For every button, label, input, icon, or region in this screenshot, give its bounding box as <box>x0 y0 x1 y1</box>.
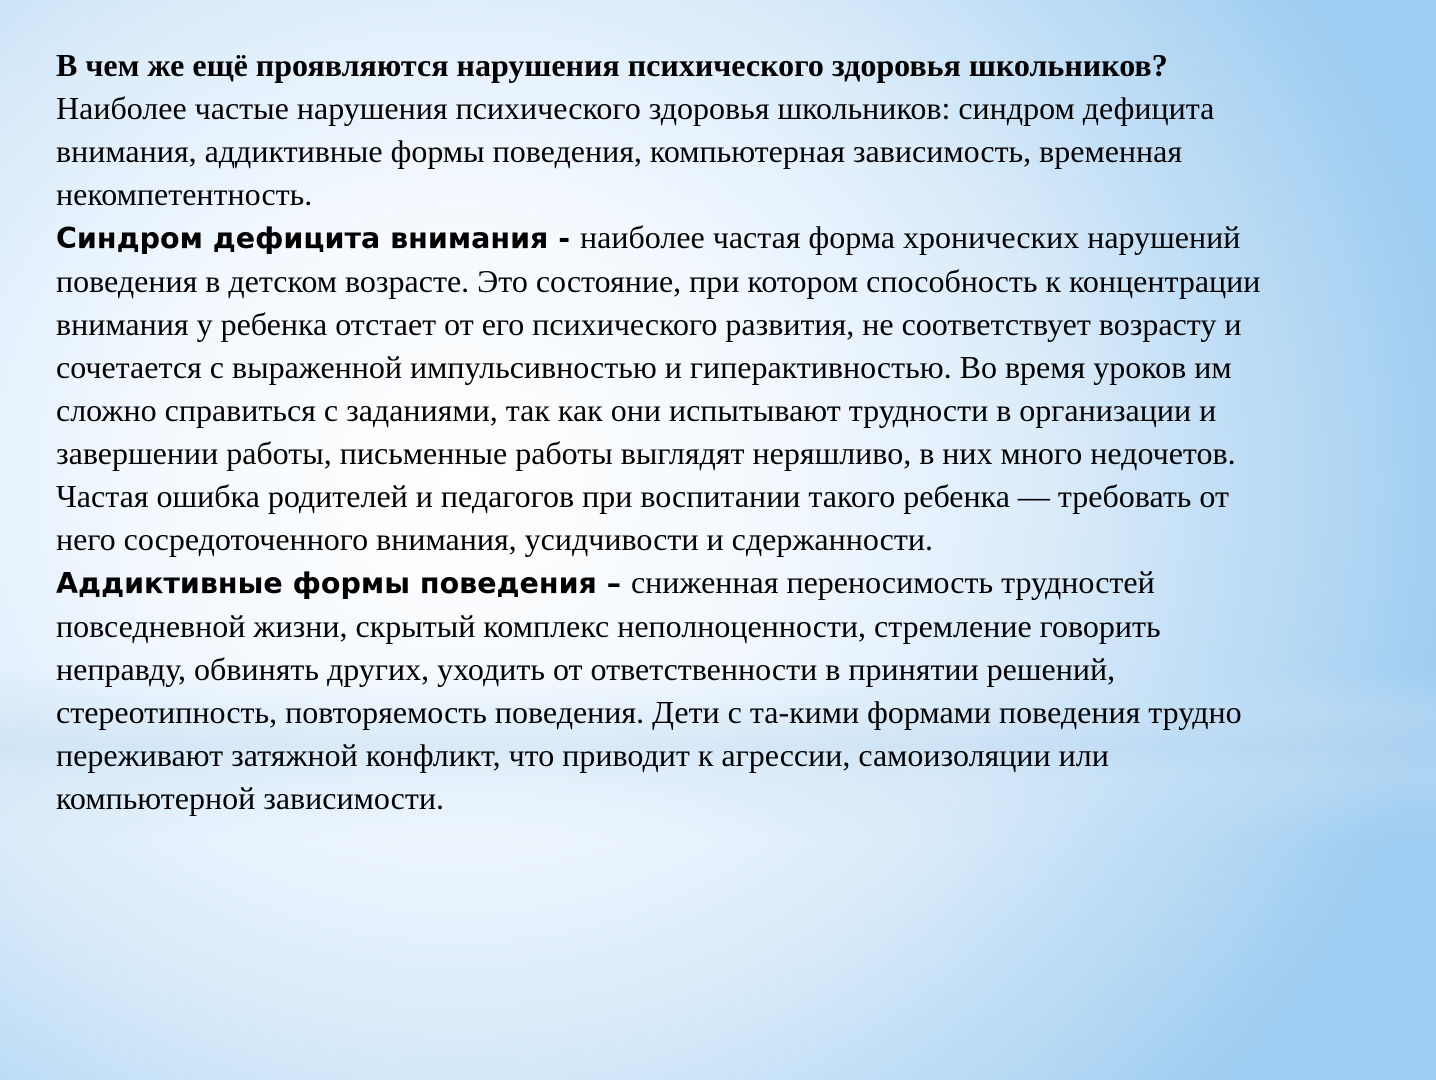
addictive-paragraph <box>56 561 1276 820</box>
adhd-separator: - <box>548 222 581 255</box>
addictive-term: Аддиктивные формы поведения <box>56 567 597 600</box>
slide-content <box>56 44 1276 820</box>
intro-paragraph: Наиболее частые нарушения психического здоровья школьников: синдром дефицита внимания, аддиктивные формы поведения, компьютерная зависимость, временная некомпетентность. <box>56 90 1215 212</box>
slide-question-heading: В чем же ещё проявляются нарушения психического здоровья школьников? <box>56 47 1168 83</box>
adhd-paragraph <box>56 216 1276 561</box>
addictive-description: сниженная переносимость трудностей повседневной жизни, скрытый комплекс неполноценности, стремление говорить неправду, обвинять других, уходить от ответственности в принятии решений, стереотипность, повторяемость поведения. Дети с та-кими формами поведения трудно переживают затяжной конфликт, что приводит к агрессии, самоизоляции или компьютерной зависимости. <box>56 564 1242 816</box>
addictive-separator: – <box>596 567 631 600</box>
adhd-description: наиболее частая форма хронических нарушений поведения в детском возрасте. Это состояние, при котором способность к концентрации внимания у ребенка отстает от его психического развития, не соответствует возрасту и сочетается с выраженной импульсивностью и гиперактивностью. Во время уроков им сложно справиться с заданиями, так как они испытывают трудности в организации и завершении работы, письменные работы выглядят неряшливо, в них много недочетов. Частая ошибка родителей и педагогов при воспитании такого ребенка — требовать от него сосредоточенного внимания, усидчивости и сдержанности. <box>56 219 1261 557</box>
adhd-term: Синдром дефицита внимания <box>56 222 549 255</box>
